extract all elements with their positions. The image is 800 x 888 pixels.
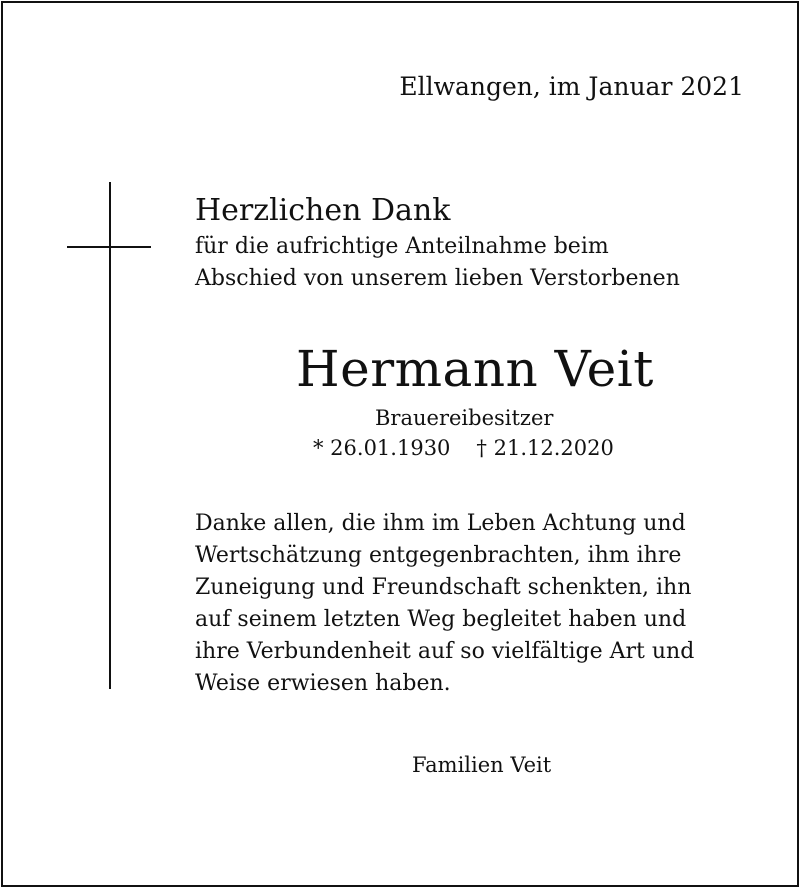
message-line: ihre Verbundenheit auf so vielfältige Art und xyxy=(195,639,695,664)
birth-date: * 26.01.1930 xyxy=(313,436,451,460)
deceased-profession: Brauereibesitzer xyxy=(375,406,554,430)
message-line: Zuneigung und Freundschaft schenkten, ihn xyxy=(195,575,692,600)
signature: Familien Veit xyxy=(412,753,552,777)
thanks-heading: Herzlichen Dank xyxy=(195,193,451,228)
message-line: Weise erwiesen haben. xyxy=(195,671,451,696)
place-date: Ellwangen, im Januar 2021 xyxy=(399,72,744,101)
cross-icon-vertical-bar xyxy=(109,182,111,689)
message-line: Wertschätzung entgegenbrachten, ihm ihre xyxy=(195,543,682,568)
thanks-line: für die aufrichtige Anteilnahme beim xyxy=(195,234,609,259)
death-date: † 21.12.2020 xyxy=(476,436,614,460)
message-line: auf seinem letzten Weg begleitet haben und xyxy=(195,607,687,632)
cross-icon-horizontal-bar xyxy=(67,246,151,248)
deceased-name: Hermann Veit xyxy=(296,340,654,398)
thanks-line: Abschied von unserem lieben Verstorbenen xyxy=(195,266,680,291)
message-line: Danke allen, die ihm im Leben Achtung und xyxy=(195,511,686,536)
life-dates xyxy=(313,434,614,462)
thanks-message xyxy=(195,508,755,700)
